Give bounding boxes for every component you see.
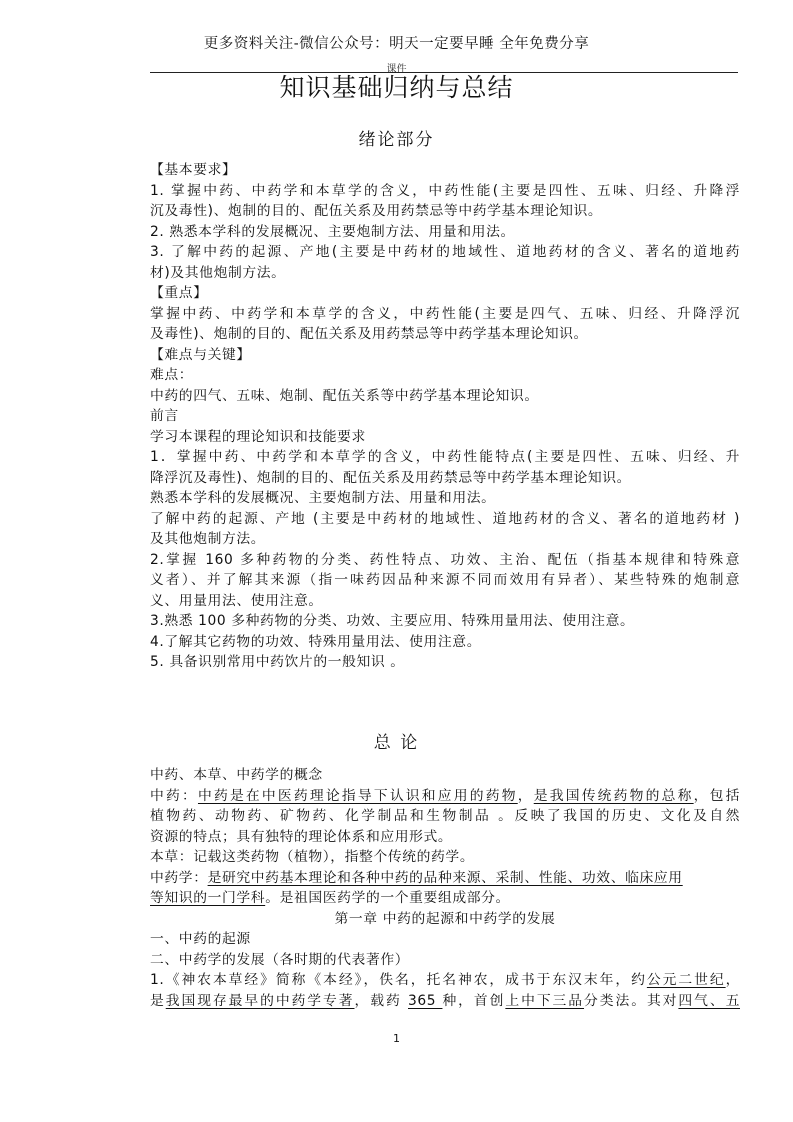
intro-line: 5. 具备识别常用中药饮片的一般知识 。 <box>150 654 405 670</box>
intro-line: 降浮沉及毒性)、炮制的目的、配伍关系及用药禁忌等中药学基本理论知识。 <box>150 469 632 486</box>
concept-title: 中药、本草、中药学的概念 <box>150 767 323 783</box>
zhongyao-definition-line: 中药：中药是在中医药理论指导下认识和应用的药物，是我国传统药物的总称，包括 <box>150 787 740 804</box>
intro-line: 【基本要求】 <box>150 162 237 178</box>
intro-line: 义者）、并了解其来源（指一味药因品种来源不同而效用有异者）、某些特殊的炮制意 <box>150 572 740 588</box>
intro-section-heading: 绪论部分 <box>358 130 435 150</box>
intro-line: 【难点与关键】 <box>150 346 251 363</box>
intro-line: 义、用量用法、使用注意。 <box>150 592 323 609</box>
intro-line: 难点： <box>150 367 194 383</box>
intro-line: 2.掌握 160 多种药物的分类、药性特点、功效、主治、配伍（指基本规律和特殊意 <box>150 551 740 568</box>
intro-line: 掌握中药、中药学和本草学的含义，中药性能(主要是四气、五味、归经、升降浮沉 <box>150 305 740 322</box>
bencaojing-line: 1.《神农本草经》简称《本经》，佚名，托名神农，成书于东汉末年，约公元二世纪， <box>150 972 741 988</box>
intro-line: 4.了解其它药物的功效、特殊用量用法、使用注意。 <box>150 633 482 650</box>
intro-line: 了解中药的起源、产地 (主要是中药材的地域性、道地药材的含义、著名的道地药材 ) <box>150 510 740 527</box>
intro-body <box>150 160 740 673</box>
intro-line: 前言 <box>150 408 179 424</box>
intro-line: 1. 掌握中药、中药学和本草学的含义，中药性能(主要是四性、五味、归经、升降浮 <box>150 182 740 199</box>
bencaojing-line: 是我国现存最早的中药学专著，载药 365 种，首创上中下三品分类法。其对四气、五 <box>150 992 740 1009</box>
intro-line: 【重点】 <box>150 285 208 301</box>
intro-line: 学习本课程的理论知识和技能要求 <box>150 428 366 445</box>
zhongyaoxue-definition-line: 等知识的一门学科。是祖国医药学的一个重要组成部分。 <box>150 890 510 906</box>
intro-line: 材)及其他炮制方法。 <box>150 264 286 281</box>
general-section-heading: 总 论 <box>373 733 420 753</box>
intro-line: 3.熟悉 100 多种药物的分类、功效、主要应用、特殊用量用法、使用注意。 <box>150 613 635 629</box>
chapter-title: 第一章 中药的起源和中药学的发展 <box>334 910 556 927</box>
bencao-definition: 本草：记载这类药物（植物），指整个传统的药学。 <box>150 849 475 865</box>
intro-line: 及其他炮制方法。 <box>150 531 266 547</box>
intro-line: 熟悉本学科的发展概况、主要炮制方法、用量和用法。 <box>150 490 496 506</box>
zhongyao-definition-line: 资源的特点；具有独特的理论体系和应用形式。 <box>150 828 453 845</box>
header-note: 课件 <box>386 64 407 75</box>
intro-line: 1．掌握中药、中药学和本草学的含义，中药性能特点(主要是四性、五味、归经、升 <box>150 449 740 465</box>
list-item: 一、中药的起源 <box>150 931 251 947</box>
intro-line: 2. 熟悉本学科的发展概况、主要炮制方法、用量和用法。 <box>150 223 515 240</box>
page-number: 1 <box>393 1032 400 1045</box>
header-banner: 更多资料关注-微信公众号：明天一定要早睡 全年免费分享 <box>203 36 590 52</box>
intro-line: 沉及毒性)、炮制的目的、配伍关系及用药禁忌等中药学基本理论知识。 <box>150 203 603 219</box>
intro-line: 及毒性)、炮制的目的、配伍关系及用药禁忌等中药学基本理论知识。 <box>150 326 588 342</box>
document-title: 知识基础归纳与总结 <box>279 73 514 102</box>
zhongyaoxue-definition-line: 中药学：是研究中药基本理论和各种中药的品种来源、采制、性能、功效、临床应用 <box>150 869 683 886</box>
zhongyao-definition-line: 植物药、动物药、矿物药、化学制品和生物制品 。反映了我国的历史、文化及自然 <box>150 808 740 824</box>
intro-line: 3. 了解中药的起源、产地(主要是中药材的地域性、道地药材的含义、著名的道地药 <box>150 244 740 260</box>
list-item: 二、中药学的发展（各时期的代表著作） <box>150 951 410 968</box>
intro-line: 中药的四气、五味、炮制、配伍关系等中药学基本理论知识。 <box>150 387 539 404</box>
general-body <box>150 765 740 1011</box>
